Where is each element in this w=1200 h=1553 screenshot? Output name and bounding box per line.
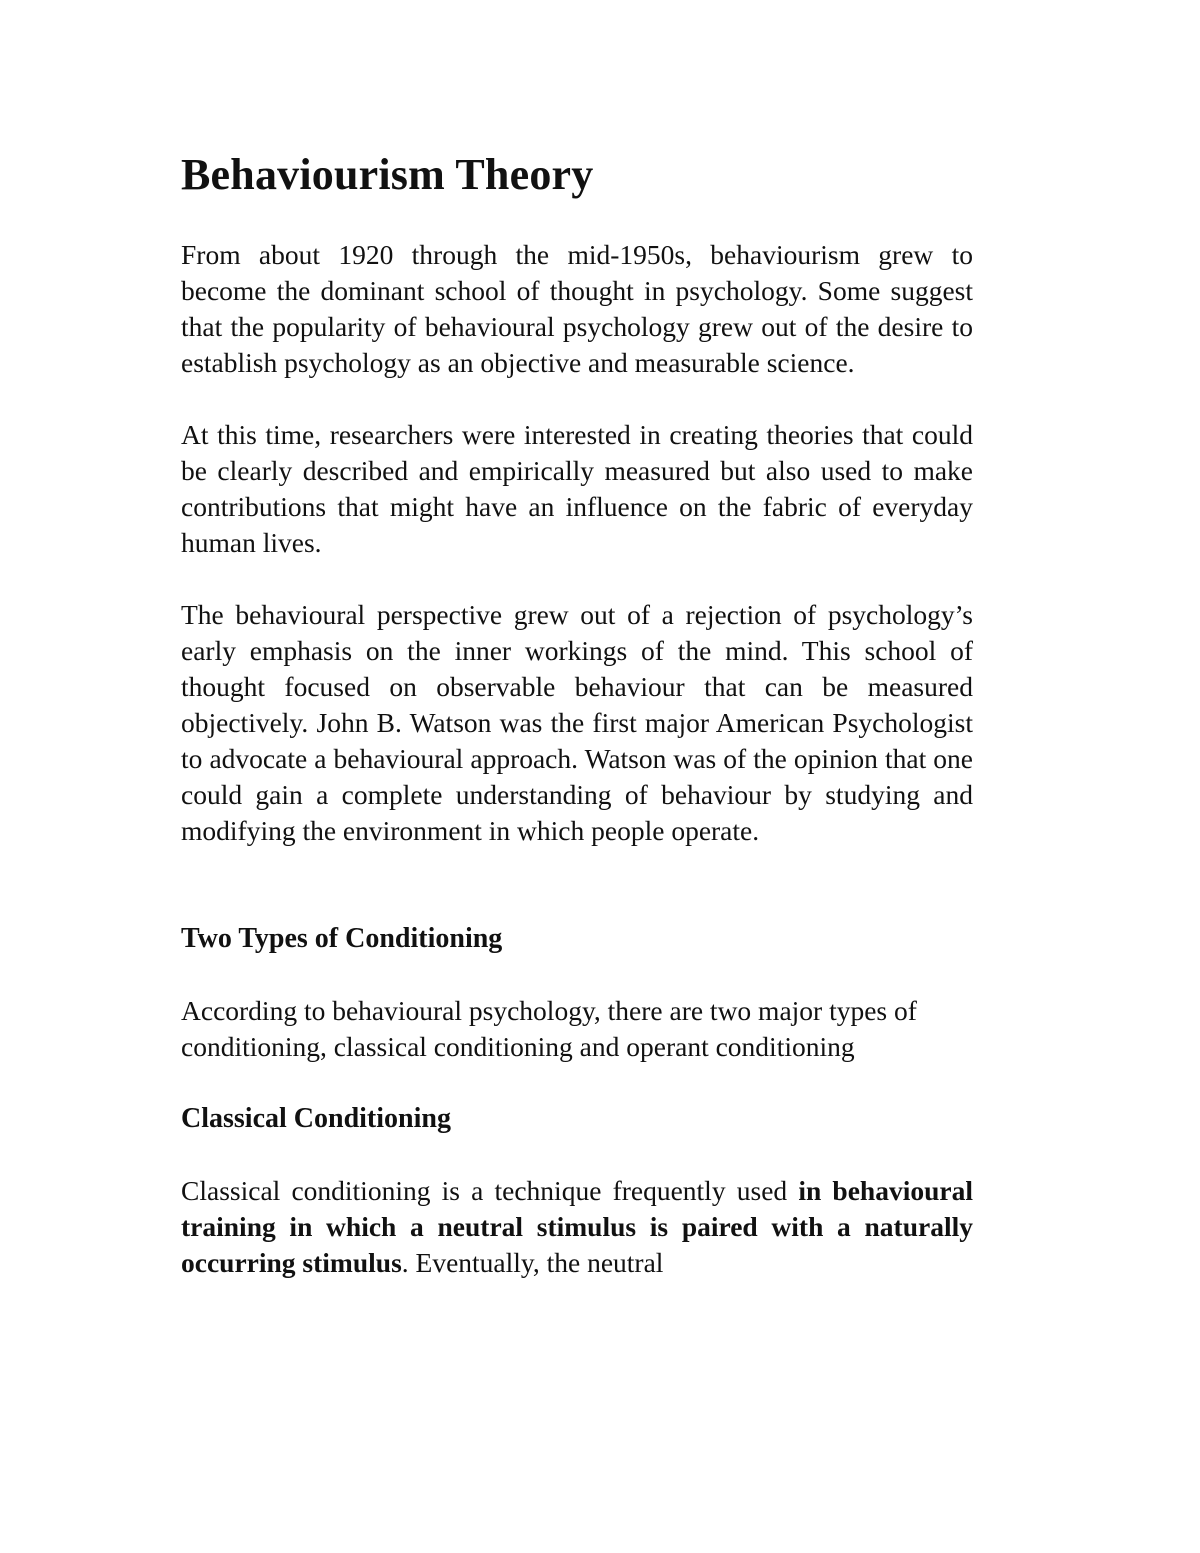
document-page <box>181 150 973 1317</box>
paragraph-researchers: At this time, researchers were interested in creating theories that could be clearly described and empirically measured but also used to make contributions that might have an influence on the fabric of everyday human lives. <box>181 418 973 558</box>
classical-text-after: . Eventually, the neutral <box>401 1246 664 1278</box>
section-heading-classical: Classical Conditioning <box>181 1102 451 1134</box>
paragraph-intro: From about 1920 through the mid-1950s, behaviourism grew to become the dominant school of thought in psychology. Some suggest that the popularity of behavioural psychology grew out of the desire to establish psychology as an objective and measurable science. <box>181 238 973 378</box>
section-heading-two-types: Two Types of Conditioning <box>181 922 503 954</box>
classical-text-bold: in behavioural training in which a neutral stimulus is paired with a naturally occurring stimulus <box>181 1174 973 1278</box>
page-title: Behaviourism Theory <box>181 150 594 199</box>
classical-text-before: Classical conditioning is a technique frequently used <box>181 1174 799 1206</box>
paragraph-perspective: The behavioural perspective grew out of a rejection of psychology’s early emphasis on the inner workings of the mind. This school of thought focused on observable behaviour that can be measured objectively. John B. Watson was the first major American Psychologist to advocate a behavioural approach. Watson was of the opinion that one could gain a complete understanding of behaviour by studying and modifying the environment in which people operate. <box>181 598 973 846</box>
paragraph-two-types: According to behavioural psychology, there are two major types of conditioning, classical conditioning and operant conditioning <box>181 994 917 1062</box>
paragraph-classical <box>181 1173 973 1281</box>
